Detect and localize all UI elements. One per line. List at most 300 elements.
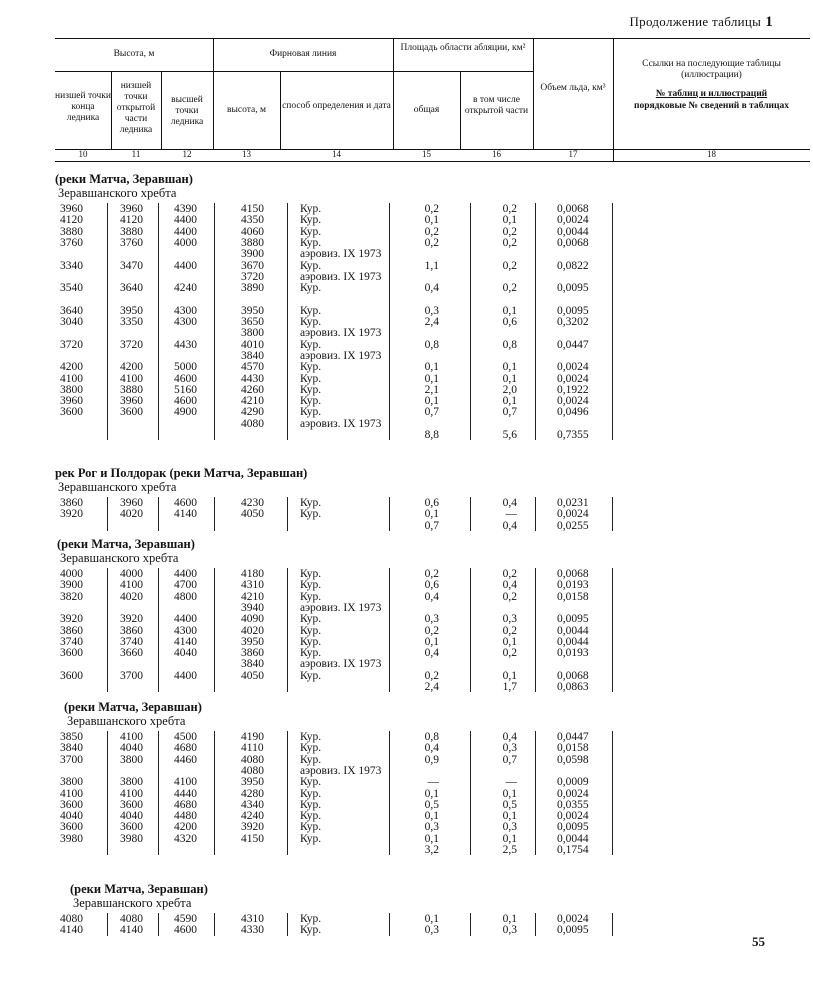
table-cell: 4150 xyxy=(241,203,264,215)
table-cell: Кур. xyxy=(300,395,322,408)
table-cell: Кур. xyxy=(300,924,322,937)
table-cell: 4600 xyxy=(174,395,197,408)
table-cell: 4100 xyxy=(60,787,83,800)
table-cell: 0,4 xyxy=(424,282,439,295)
table-cell: 0,3 xyxy=(502,613,517,626)
table-cell: 0,1922 xyxy=(557,383,589,396)
table-cell: 0,2 xyxy=(502,203,517,215)
table-cell: Кур. xyxy=(300,635,322,648)
table-cell: 0,7 xyxy=(424,519,439,532)
column-rule xyxy=(612,568,613,692)
table-cell: Кур. xyxy=(300,798,322,811)
table-cell: 3,2 xyxy=(424,844,439,856)
table-cell: 0,1 xyxy=(502,361,517,374)
table-cell: 3950 xyxy=(241,635,264,648)
table-cell: Кур. xyxy=(300,361,322,374)
table-cell: Кур. xyxy=(300,497,322,509)
table-cell: 0,7 xyxy=(502,406,517,419)
table-cell: 4020 xyxy=(241,624,264,637)
table-cell: 4040 xyxy=(120,810,143,823)
table-cell: Кур. xyxy=(300,406,322,419)
table-cell: 3660 xyxy=(120,647,143,660)
column-rule xyxy=(389,203,390,440)
table-cell: 4040 xyxy=(120,742,143,755)
table-cell: 4400 xyxy=(174,613,197,626)
table-cell: 4100 xyxy=(174,776,197,789)
table-cell: 3800 xyxy=(60,776,83,789)
table-cell: 3920 xyxy=(241,821,264,834)
table-cell: 4180 xyxy=(241,568,264,580)
table-cell: 0,1 xyxy=(424,635,439,648)
table-cell: 4040 xyxy=(174,647,197,660)
table-cell: 4400 xyxy=(174,225,197,238)
table-cell: 4140 xyxy=(174,635,197,648)
col-number: 11 xyxy=(131,149,141,159)
column-rule xyxy=(107,203,108,440)
column-rule xyxy=(389,731,390,855)
table-cell: 4300 xyxy=(174,316,197,328)
running-header xyxy=(629,14,773,31)
column-rule xyxy=(107,568,108,692)
table-cell: 4430 xyxy=(174,338,197,351)
column-rule xyxy=(107,913,108,936)
table-cell: 0,0158 xyxy=(557,742,589,755)
table-cell: 4150 xyxy=(241,832,264,845)
table-cell: 3980 xyxy=(60,832,83,845)
table-cell: 4280 xyxy=(241,787,264,800)
table-cell: 4120 xyxy=(120,214,143,227)
table-cell: 4200 xyxy=(60,361,83,374)
group-firn: Фирновая линия xyxy=(269,49,337,59)
table-cell: 0,1 xyxy=(502,372,517,385)
table-row xyxy=(0,845,813,856)
section-heading: (реки Матча, Зеравшан) xyxy=(55,172,193,186)
column-rule xyxy=(389,568,390,692)
references-sub1: № таблиц и иллюстраций xyxy=(655,89,768,99)
table-cell: 0,2 xyxy=(502,647,517,660)
table-cell: 4230 xyxy=(241,497,264,509)
table-cell: Кур. xyxy=(300,508,322,521)
table-cell: 0,1 xyxy=(502,832,517,845)
table-cell: 3700 xyxy=(120,669,143,682)
table-cell: Кур. xyxy=(300,568,322,580)
group-height: Высота, м xyxy=(113,49,155,59)
column-rule xyxy=(470,497,471,531)
section-heading: (реки Матча, Зеравшан) xyxy=(70,882,208,896)
table-cell: Кур. xyxy=(300,316,322,328)
table-row xyxy=(0,743,813,754)
table-row xyxy=(0,671,813,682)
table-cell: 3720 xyxy=(241,270,264,283)
table-cell: Кур. xyxy=(300,372,322,385)
table-cell: 0,0068 xyxy=(557,236,589,249)
table-cell: 3600 xyxy=(60,669,83,682)
table-cell: 3600 xyxy=(60,406,83,419)
table-cell: 0,4 xyxy=(424,647,439,660)
table-cell: 0,0044 xyxy=(557,832,589,845)
table-cell: 0,5 xyxy=(424,798,439,811)
table-row xyxy=(0,659,813,670)
table-row xyxy=(0,822,813,833)
column-rule xyxy=(612,913,613,936)
table-cell: Кур. xyxy=(300,259,322,272)
table-cell: 4260 xyxy=(241,383,264,396)
table-cell: 0,0068 xyxy=(557,203,589,215)
col-highest-point: высшей точки ледника xyxy=(170,95,204,127)
table-cell: 4100 xyxy=(120,731,143,743)
table-cell: 0,2 xyxy=(502,624,517,637)
table-cell: 3800 xyxy=(241,327,264,340)
table-row xyxy=(0,521,813,532)
table-cell: 4050 xyxy=(241,669,264,682)
table-cell: 0,4 xyxy=(424,742,439,755)
table-cell: 0,2 xyxy=(502,236,517,249)
table-row xyxy=(0,755,813,766)
table-cell: — xyxy=(505,508,517,521)
table-cell: аэровиз. IX 1973 xyxy=(300,764,382,777)
table-cell: 4020 xyxy=(120,508,143,521)
table-cell: 0,8 xyxy=(424,731,439,743)
table-cell: Кур. xyxy=(300,304,322,317)
table-cell: 0,0068 xyxy=(557,568,589,580)
table-cell: 4240 xyxy=(241,810,264,823)
table-row xyxy=(0,614,813,625)
table-cell: 4390 xyxy=(174,203,197,215)
col-area-total: общая xyxy=(413,105,440,115)
table-cell: 0,0095 xyxy=(557,821,589,834)
table-cell: аэровиз. IX 1973 xyxy=(300,327,382,340)
table-cell: 4440 xyxy=(174,787,197,800)
table-cell: 0,2 xyxy=(502,568,517,580)
table-cell: 0,1 xyxy=(502,810,517,823)
column-rule xyxy=(107,731,108,855)
table-cell: Кур. xyxy=(300,338,322,351)
column-rule xyxy=(612,731,613,855)
table-cell: Кур. xyxy=(300,913,322,925)
table-cell: 3800 xyxy=(60,383,83,396)
table-cell: 0,2 xyxy=(424,568,439,580)
table-cell: 0,3 xyxy=(424,613,439,626)
col-number: 17 xyxy=(568,149,578,159)
table-cell: 4080 xyxy=(241,753,264,766)
table-cell: Кур. xyxy=(300,590,322,603)
table-cell: 0,0255 xyxy=(557,519,589,532)
col-area-open: в том числе открытой части xyxy=(464,95,529,116)
header-divider xyxy=(613,39,614,161)
table-row xyxy=(0,283,813,294)
col-number: 18 xyxy=(707,149,716,159)
table-cell: 0,3 xyxy=(502,742,517,755)
table-cell: 4300 xyxy=(174,304,197,317)
table-cell: Кур. xyxy=(300,742,322,755)
table-row xyxy=(0,648,813,659)
table-cell: 2,4 xyxy=(424,316,439,328)
table-cell: 4480 xyxy=(174,810,197,823)
table-cell: 0,3 xyxy=(502,924,517,937)
table-cell: аэровиз. IX 1973 xyxy=(300,601,382,614)
table-cell: 3640 xyxy=(60,304,83,317)
table-cell: Кур. xyxy=(300,214,322,227)
table-cell: 5160 xyxy=(174,383,197,396)
table-row xyxy=(0,374,813,385)
table-cell: Кур. xyxy=(300,669,322,682)
table-cell: 4100 xyxy=(60,372,83,385)
table-cell: 0,7 xyxy=(424,406,439,419)
table-cell: 4430 xyxy=(241,372,264,385)
group-ablation: Площадь области абляции, км² xyxy=(400,43,526,53)
table-cell: 4800 xyxy=(174,590,197,603)
table-cell: 0,3 xyxy=(502,821,517,834)
column-rule xyxy=(389,913,390,936)
table-cell: 3800 xyxy=(120,776,143,789)
table-cell: 0,0447 xyxy=(557,731,589,743)
table-cell: 3940 xyxy=(241,601,264,614)
table-cell: 0,0095 xyxy=(557,924,589,937)
table-cell: 3860 xyxy=(120,624,143,637)
table-row xyxy=(0,227,813,238)
col-lowest-point: низшей точки конца ледника xyxy=(55,91,111,123)
column-rule xyxy=(470,731,471,855)
table-cell: 0,1 xyxy=(424,395,439,408)
table-cell: 4110 xyxy=(241,742,264,755)
table-cell: 3860 xyxy=(60,497,83,509)
continuation-label: Продолжение таблицы xyxy=(629,14,762,29)
table-cell: 3740 xyxy=(60,635,83,648)
table-cell: 3670 xyxy=(241,259,264,272)
table-cell: 0,4 xyxy=(502,579,517,592)
table-cell: 0,4 xyxy=(502,731,517,743)
col-number: 16 xyxy=(492,149,501,159)
column-rule xyxy=(470,913,471,936)
table-row xyxy=(0,834,813,845)
table-cell: 4600 xyxy=(174,497,197,509)
column-rule xyxy=(287,203,288,440)
table-cell: 0,7355 xyxy=(557,429,589,441)
table-cell: 2,4 xyxy=(424,681,439,693)
table-header xyxy=(55,38,810,162)
table-cell: Кур. xyxy=(300,731,322,743)
table-cell: 0,0024 xyxy=(557,395,589,408)
table-number: 1 xyxy=(765,14,773,30)
table-row xyxy=(0,249,813,260)
table-cell: 0,8 xyxy=(502,338,517,351)
column-rule xyxy=(389,497,390,531)
table-cell: 0,0863 xyxy=(557,681,589,693)
table-cell: 3960 xyxy=(60,203,83,215)
section-subheading: Зеравшанского хребта xyxy=(58,480,177,494)
column-rule xyxy=(158,497,159,531)
column-rule xyxy=(612,203,613,440)
table-cell: — xyxy=(505,776,517,789)
table-row xyxy=(0,682,813,693)
col-lowest-open: низшей точки открытой части ледника xyxy=(116,81,156,135)
table-cell: 4140 xyxy=(174,508,197,521)
table-cell: 3840 xyxy=(241,658,264,671)
table-cell: Кур. xyxy=(300,753,322,766)
table-cell: 4320 xyxy=(174,832,197,845)
table-cell: 4210 xyxy=(241,590,264,603)
table-cell: 3880 xyxy=(120,383,143,396)
table-cell: 0,0024 xyxy=(557,372,589,385)
table-cell: 0,0355 xyxy=(557,798,589,811)
table-cell: аэровиз. IX 1973 xyxy=(300,658,382,671)
table-cell: 0,7 xyxy=(502,753,517,766)
ice-volume-header: Объем льда, км³ xyxy=(540,83,606,93)
table-row xyxy=(0,362,813,373)
table-cell: 4350 xyxy=(241,214,264,227)
column-rule xyxy=(470,203,471,440)
table-cell: 4040 xyxy=(60,810,83,823)
table-cell: 0,1 xyxy=(502,395,517,408)
table-cell: 0,2 xyxy=(424,203,439,215)
section-subheading: Зеравшанского хребта xyxy=(58,186,177,200)
table-cell: 4570 xyxy=(241,361,264,374)
table-cell: 0,0598 xyxy=(557,753,589,766)
table-cell: Кур. xyxy=(300,579,322,592)
table-cell: 3720 xyxy=(60,338,83,351)
table-cell: 0,1 xyxy=(502,214,517,227)
table-cell: 0,1 xyxy=(502,787,517,800)
table-cell: 4100 xyxy=(120,372,143,385)
table-cell: 0,0158 xyxy=(557,590,589,603)
table-cell: 3960 xyxy=(120,497,143,509)
table-cell: 5000 xyxy=(174,361,197,374)
table-cell: 0,4 xyxy=(424,590,439,603)
table-cell: 0,2 xyxy=(424,236,439,249)
table-cell: 3040 xyxy=(60,316,83,328)
table-cell: 4120 xyxy=(60,214,83,227)
table-cell: 4310 xyxy=(241,913,264,925)
table-cell: 0,0822 xyxy=(557,259,589,272)
table-row xyxy=(0,419,813,430)
section-heading: (реки Матча, Зеравшан) xyxy=(64,700,202,714)
table-cell: 4210 xyxy=(241,395,264,408)
table-cell: Кур. xyxy=(300,624,322,637)
table-cell: 0,2 xyxy=(502,259,517,272)
table-cell: аэровиз. IX 1973 xyxy=(300,270,382,283)
table-cell: 3800 xyxy=(120,753,143,766)
table-row xyxy=(0,580,813,591)
table-cell: 2,5 xyxy=(502,844,517,856)
table-cell: 4200 xyxy=(174,821,197,834)
table-cell: 3600 xyxy=(120,406,143,419)
table-cell: Кур. xyxy=(300,810,322,823)
table-cell: 3860 xyxy=(241,647,264,660)
table-cell: 3840 xyxy=(60,742,83,755)
column-rule xyxy=(214,568,215,692)
table-row xyxy=(0,925,813,936)
table-cell: 4090 xyxy=(241,613,264,626)
table-cell: 0,9 xyxy=(424,753,439,766)
table-cell: 0,1 xyxy=(424,214,439,227)
table-cell: 3700 xyxy=(60,753,83,766)
table-cell: 4700 xyxy=(174,579,197,592)
table-cell: 0,6 xyxy=(502,316,517,328)
table-cell: 4020 xyxy=(120,590,143,603)
col-number: 12 xyxy=(182,149,192,159)
table-row xyxy=(0,777,813,788)
table-cell: 0,2 xyxy=(424,225,439,238)
table-cell: 0,0024 xyxy=(557,810,589,823)
table-cell: 0,1 xyxy=(424,832,439,845)
section-heading: (реки Матча, Зеравшан) xyxy=(57,537,195,551)
table-cell: 3960 xyxy=(120,395,143,408)
references-sub2: порядковые № сведений в таблицах xyxy=(634,101,789,111)
table-cell: 0,3202 xyxy=(557,316,589,328)
references-header: Ссылки на последующие таблицы (иллюстрации) xyxy=(642,59,781,80)
table-row xyxy=(0,215,813,226)
table-row xyxy=(0,592,813,603)
col-number: 14 xyxy=(332,149,341,159)
table-cell: 3640 xyxy=(120,282,143,295)
header-divider xyxy=(393,39,394,149)
table-cell: Кур. xyxy=(300,776,322,789)
section-subheading: Зеравшанского хребта xyxy=(67,714,186,728)
table-cell: 0,2 xyxy=(502,590,517,603)
table-cell: 4500 xyxy=(174,731,197,743)
table-cell: 0,0044 xyxy=(557,225,589,238)
table-cell: 3880 xyxy=(60,225,83,238)
table-cell: 4080 xyxy=(241,764,264,777)
table-cell: 0,0095 xyxy=(557,613,589,626)
table-cell: 4240 xyxy=(174,282,197,295)
table-cell: 3600 xyxy=(60,798,83,811)
table-cell: 0,3 xyxy=(424,304,439,317)
column-rule xyxy=(158,568,159,692)
table-cell: 4300 xyxy=(174,624,197,637)
table-cell: 3920 xyxy=(60,508,83,521)
table-row xyxy=(0,294,813,305)
table-cell: 4680 xyxy=(174,798,197,811)
table-cell: 3900 xyxy=(60,579,83,592)
table-cell: 4000 xyxy=(120,568,143,580)
table-cell: 5,6 xyxy=(502,429,517,441)
table-cell: 3920 xyxy=(60,613,83,626)
section-subheading: Зеравшанского хребта xyxy=(60,551,179,565)
table-cell: 4050 xyxy=(241,508,264,521)
table-cell: 3950 xyxy=(241,776,264,789)
table-cell: 0,1 xyxy=(502,669,517,682)
col-firn-height: высота, м xyxy=(227,105,266,115)
col-number: 15 xyxy=(422,149,431,159)
page-number: 55 xyxy=(752,934,765,949)
table-cell: 3920 xyxy=(120,613,143,626)
table-cell: 4100 xyxy=(120,579,143,592)
table-cell: 0,0024 xyxy=(557,787,589,800)
table-cell: 3600 xyxy=(120,798,143,811)
column-rule xyxy=(287,568,288,692)
table-cell: 3600 xyxy=(60,821,83,834)
table-cell: 4100 xyxy=(120,787,143,800)
table-cell: 0,1 xyxy=(502,304,517,317)
table-cell: аэровиз. IX 1973 xyxy=(300,248,382,261)
table-cell: Кур. xyxy=(300,225,322,238)
table-cell: 3860 xyxy=(60,624,83,637)
table-cell: 3600 xyxy=(60,647,83,660)
table-cell: 4340 xyxy=(241,798,264,811)
column-rule xyxy=(158,203,159,440)
table-cell: 0,2 xyxy=(502,282,517,295)
table-cell: 3760 xyxy=(120,236,143,249)
table-cell: 0,0024 xyxy=(557,508,589,521)
table-cell: 4290 xyxy=(241,406,264,419)
column-rule xyxy=(214,731,215,855)
table-cell: 4400 xyxy=(174,214,197,227)
section-subheading: Зеравшанского хребта xyxy=(73,896,192,910)
column-rule xyxy=(158,913,159,936)
table-cell: 8,8 xyxy=(424,429,439,441)
column-rule xyxy=(535,497,536,531)
